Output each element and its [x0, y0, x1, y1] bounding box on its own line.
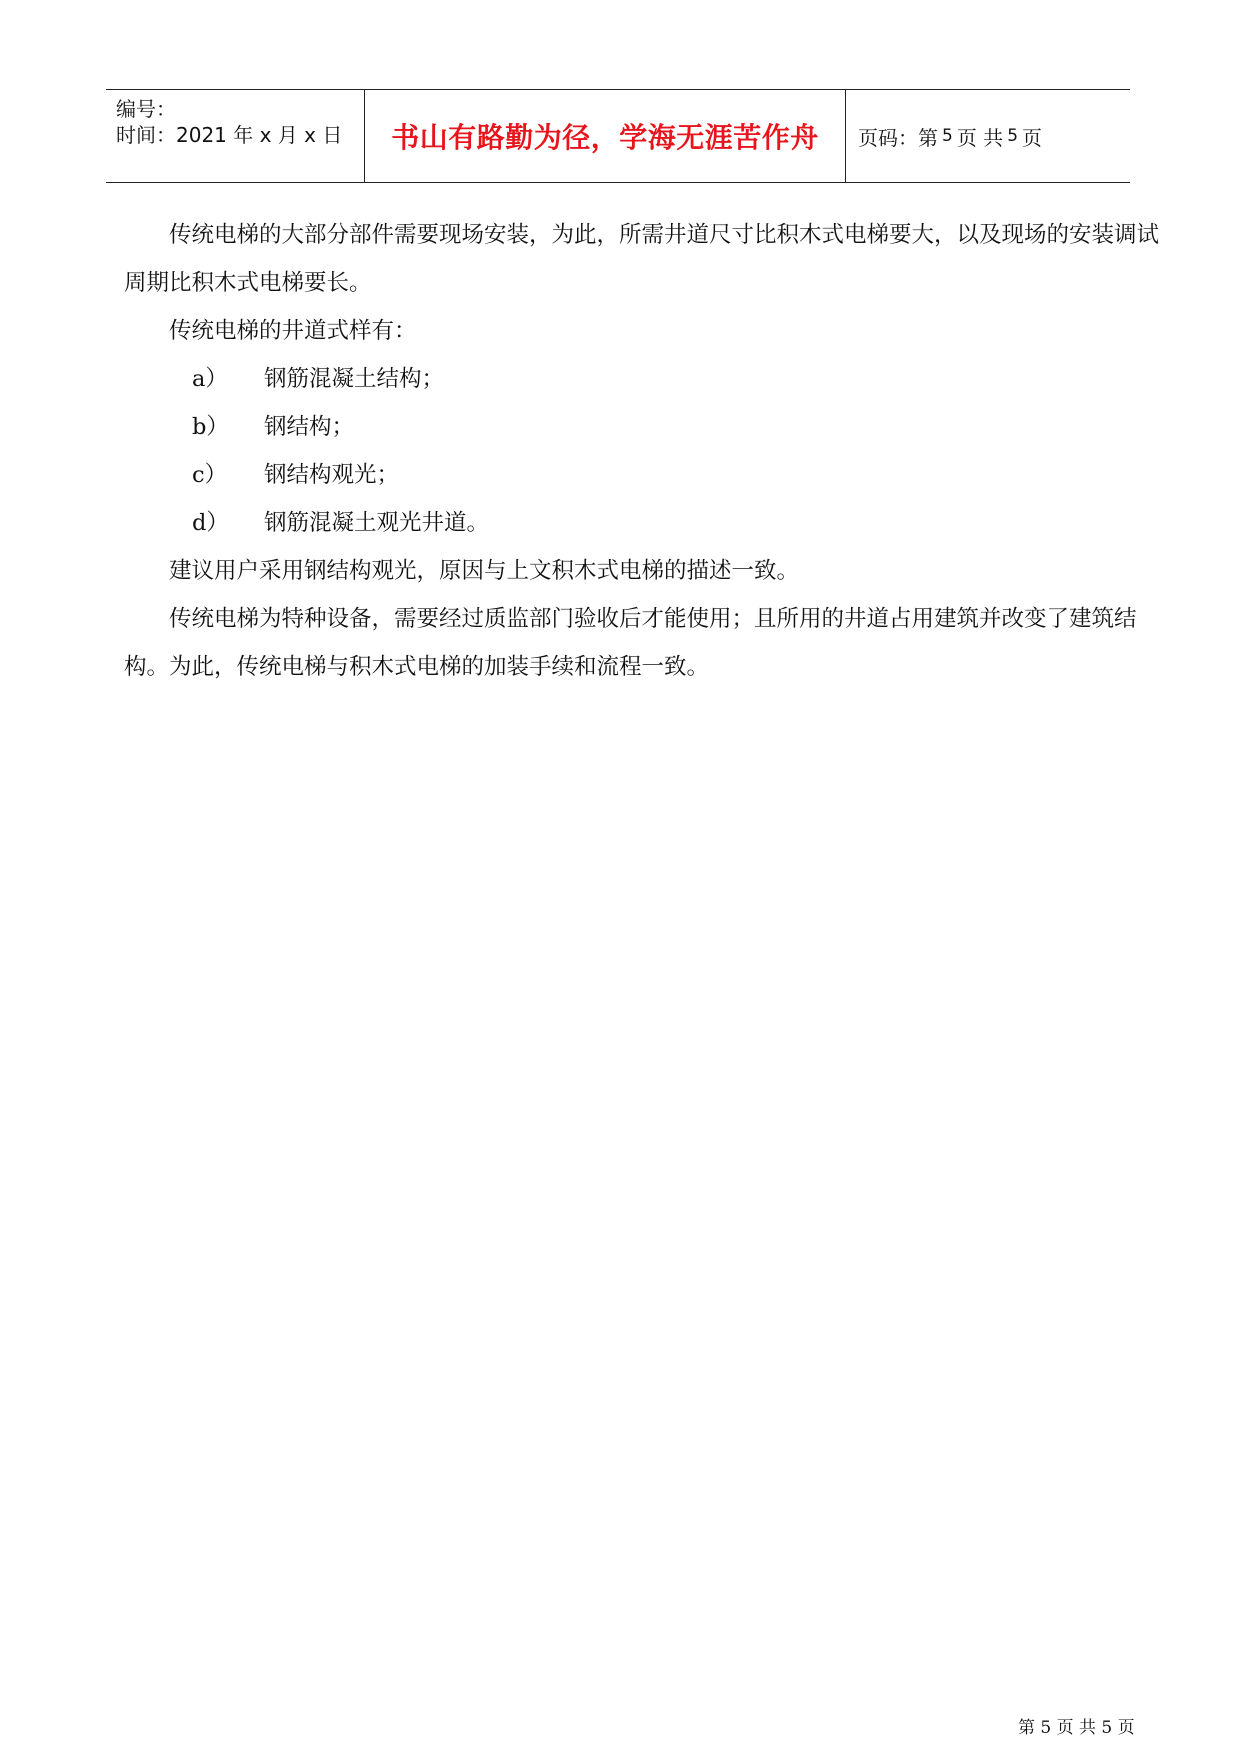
page-total: 5 [1007, 126, 1019, 146]
header-meta-cell [106, 90, 365, 182]
page-current: 5 [942, 126, 953, 146]
list-item [124, 499, 1164, 547]
motto-text: 书山有路勤为径，学海无涯苦作舟 [391, 121, 819, 154]
list-item-text: 钢筋混凝土结构； [264, 366, 445, 392]
page-footer: 第 5 页 共 5 页 [1018, 1718, 1135, 1738]
paragraph: 传统电梯为特种设备，需要经过质监部门验收后才能使用；且所用的井道占用建筑并改变了建筑结构。为此，传统电梯与积木式电梯的加装手续和流程一致。 [124, 606, 1137, 680]
list-item [124, 403, 1164, 451]
document-body [124, 211, 1164, 691]
list-item-text: 钢筋混凝土观光井道。 [264, 510, 490, 536]
list-item-label: b） [192, 414, 229, 440]
list-item-label: c） [192, 462, 228, 488]
paragraph: 建议用户采用钢结构观光，原因与上文积木式电梯的描述一致。 [169, 558, 800, 584]
page-prefix: 页码：第 [858, 125, 938, 150]
list-item-label: d） [192, 510, 229, 536]
document-header [106, 89, 1130, 183]
date-label: 时间：2021 年 x 月 x 日 [116, 123, 343, 147]
header-motto-cell [365, 90, 846, 182]
paragraph: 传统电梯的大部分部件需要现场安装，为此，所需井道尺寸比积木式电梯要大，以及现场的安装调试周期比积木式电梯要长。 [124, 222, 1160, 296]
page-suffix: 页 [1022, 125, 1043, 150]
serial-number-label: 编号： [116, 97, 176, 121]
header-page-cell [846, 90, 1130, 182]
list-item-label: a） [192, 366, 228, 392]
paragraph: 传统电梯的井道式样有： [169, 318, 417, 344]
list-item-text: 钢结构； [264, 414, 355, 440]
list-item-text: 钢结构观光； [264, 462, 400, 488]
list-item [124, 355, 1164, 403]
page-mid: 页 共 [956, 125, 1004, 150]
list-item [124, 451, 1164, 499]
